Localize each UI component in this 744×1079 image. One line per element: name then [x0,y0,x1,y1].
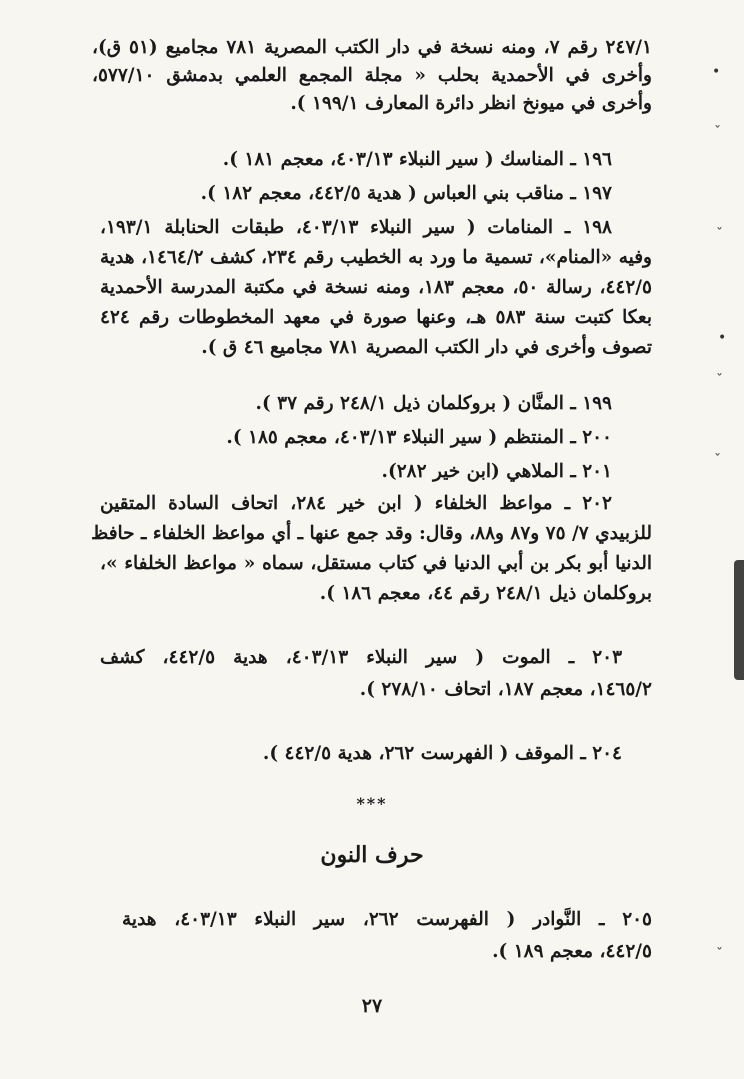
entry-201: ٢٠١ ـ الملاهي (ابن خير ٢٨٢). [381,461,612,482]
text-line: تصوف وأخرى في دار الكتب المصرية ٧٨١ مجاميع ٤٦ ق ). [201,337,652,358]
text-line: ٤٤٢/٥، رسالة ٥٠، معجم ١٨٣، ومنه نسخة في مكتبة المدرسة الأحمدية [100,277,652,298]
scan-edge-shadow [734,560,744,680]
entry-200: ٢٠٠ ـ المنتظم ( سير النبلاء ٤٠٣/١٣، معجم ١٨٥ ). [226,427,612,448]
text-line: بعكا كتبت سنة ٥٨٣ هـ، وعنها صورة في معهد المخطوطات رقم ٤٢٤ [100,307,652,328]
entry-203: ٢٠٣ ـ الموت ( سير النبلاء ٤٠٣/١٣، هدية ٤٤٢/٥، كشف [100,647,623,668]
entry-202: ٢٠٢ ـ مواعظ الخلفاء ( ابن خير ٢٨٤، اتحاف السادة المتقين [100,493,612,514]
scan-dot: • [712,64,721,80]
section-separator: *** [356,794,388,813]
text-line: وفيه «المنام»، تسمية ما ورد به الخطيب رقم ٢٣٤، كشف ١٤٦٤/٢، هدية [100,247,652,268]
entry-198: ١٩٨ ـ المنامات ( سير النبلاء ٤٠٣/١٣، طبقات الحنابلة ١٩٣/١، [100,217,612,238]
text-line: للزبيدي ٧/ ٧٥ و٨٧ و٨٨، وقال: وقد جمع عنها ـ أي مواعظ الخلفاء ـ حافظ [91,523,652,544]
entry-196: ١٩٦ ـ المناسك ( سير النبلاء ٤٠٣/١٣، معجم ١٨١ ). [222,149,612,170]
text-line: الدنيا أبو بكر بن أبي الدنيا في كتاب مستقل، سماه « مواعظ الخلفاء »، [100,553,652,574]
text-line: ٢٤٧/١ رقم ٧، ومنه نسخة في دار الكتب المصرية ٧٨١ مجاميع (٥١ ق)، [92,37,652,58]
page-number: ٢٧ [361,995,383,1017]
scan-dot: • [718,330,727,346]
text-line: ٤٤٢/٥، معجم ١٨٩ ). [492,941,652,962]
entry-204: ٢٠٤ ـ الموقف ( الفهرست ٢٦٢، هدية ٤٤٢/٥ ). [262,743,622,764]
entry-205: ٢٠٥ ـ النَّوادر ( الفهرست ٢٦٢، سير النبلاء ٤٠٣/١٣، هدية [122,909,652,930]
text-line: وأخرى في الأحمدية بحلب « مجلة المجمع العلمي بدمشق ٥٧٧/١٠، [92,65,652,86]
scan-mark: ˇ [716,372,723,388]
scan-mark: ˇ [714,452,721,468]
scan-mark: ˇ [716,946,723,962]
text-line: وأخرى في ميونخ انظر دائرة المعارف ١٩٩/١ ). [290,93,652,114]
entry-199: ١٩٩ ـ المنَّان ( بروكلمان ذيل ٢٤٨/١ رقم ٣٧ ). [255,393,612,414]
scan-mark: ˇ [714,124,721,140]
text-line: بروكلمان ذيل ٢٤٨/١ رقم ٤٤، معجم ١٨٦ ). [319,583,652,604]
entry-197: ١٩٧ ـ مناقب بني العباس ( هدية ٤٤٢/٥، معجم ١٨٢ ). [200,183,612,204]
text-line: ١٤٦٥/٢، معجم ١٨٧، اتحاف ٢٧٨/١٠ ). [359,679,652,700]
section-heading: حرف النون [320,842,424,868]
scan-mark: ˇ [716,226,723,242]
